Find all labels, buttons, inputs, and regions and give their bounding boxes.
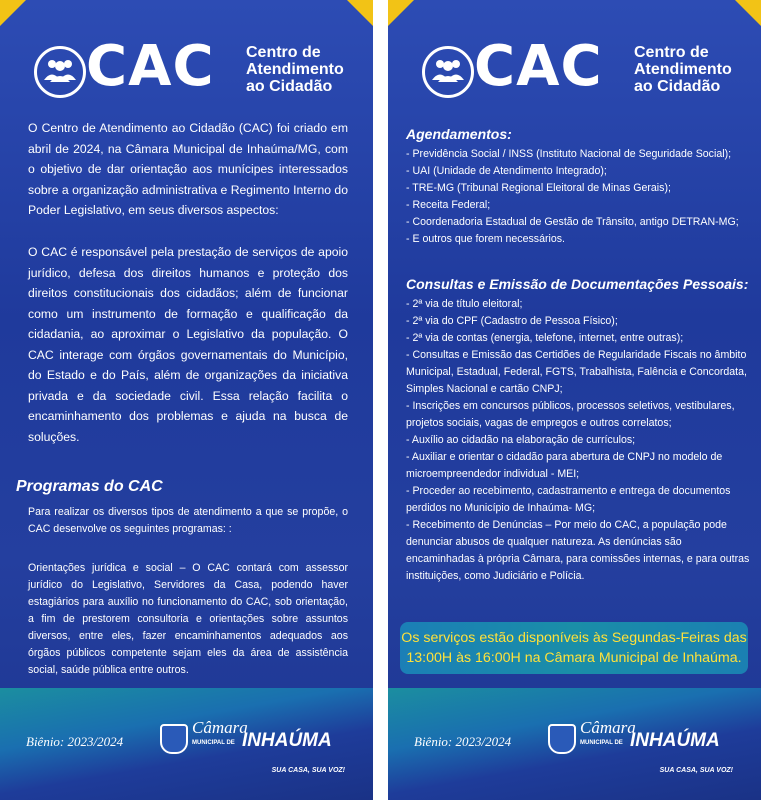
people-icon	[42, 56, 78, 86]
city-name: INHAÚMA	[630, 730, 720, 751]
list-item: - Proceder ao recebimento, cadastramento e entrega de documentos perdidos no Município de Inhaúma- MG;	[406, 485, 731, 514]
municipal-de-label: MUNICIPAL DE	[192, 740, 235, 746]
subtitle-line: ao Cidadão	[634, 78, 721, 95]
subtitle-line: Centro de	[246, 44, 321, 61]
camara-logo	[546, 720, 746, 760]
camara-word: Câmara	[192, 718, 248, 737]
corner-accent	[347, 0, 373, 26]
subtitle-line: ao Cidadão	[246, 78, 333, 95]
corner-accent	[388, 0, 414, 26]
camara-word: Câmara	[580, 718, 636, 737]
list-item: - Consultas e Emissão das Certidões de Regularidade Fiscais no âmbito Municipal, Estadual, Federal, FGTS, Trabalhista, Falência e Concordata, Simples Nacional e cartão CNPJ;	[406, 349, 747, 395]
intro-paragraph: O Centro de Atendimento ao Cidadão (CAC) foi criado em abril de 2024, na Câmara Municipal de Inhaúma/MG, com o objetivo de dar orientação aos munícipes interessados sobre a organização administrativa e Regimento Interno do Poder Legislativo, em seus diversos aspectos:	[28, 121, 348, 217]
responsibility-paragraph: O CAC é responsável pela prestação de serviços de apoio jurídico, defesa dos direitos humanos e proteção dos direitos constitucionais dos cidadãos; além de funcionar como um instrumento de formação e qualificação da cidadania, ao aproximar o Legislativo da população. O CAC interage com órgãos governamentais do Município, do Estado e do País, além de organizações da iniciativa privada e da sociedade civil. Essa relação facilita o encaminhamento dos problemas e ajuda na busca de soluções.	[28, 245, 348, 444]
list-item: - UAI (Unidade de Atendimento Integrado);	[406, 165, 607, 177]
list-item: - 2ª via do CPF (Cadastro de Pessoa Físico);	[406, 315, 618, 327]
programs-text: Orientações jurídica e social – O CAC contará com assessor jurídico do Legislativo, Servidores da Casa, podendo haver estagiários para auxílio no funcionamento do CAC, sob orientação, a fim de prestorem consultoria e orientações sobre assuntos diversos, entre eles, fazer encaminhamentos adequados aos órgãos públicos competente sejam eles da área de assistência social, saúde pública entre outros.	[28, 562, 348, 676]
slogan: SUA CASA, SUA VOZ!	[271, 767, 345, 774]
programs-heading: Programas do CAC	[16, 478, 163, 495]
programs-intro: Para realizar os diversos tipos de atendimento a que se propõe, o CAC desenvolve os seguintes programas: :	[28, 506, 348, 535]
people-icon	[430, 56, 466, 86]
subtitle-line: Centro de	[634, 44, 709, 61]
agendamentos-list	[406, 146, 751, 248]
list-item: - 2ª via de contas (energia, telefone, internet, entre outras);	[406, 332, 684, 344]
right-flyer-panel	[388, 0, 761, 800]
list-item: - Auxiliar e orientar o cidadão para abertura de CNPJ no modelo de microempreendedor individual - MEI;	[406, 451, 723, 480]
consultas-heading: Consultas e Emissão de Documentações Pessoais:	[406, 276, 749, 292]
notice-line: 13:00H às 16:00H na Câmara Municipal de Inhaúma.	[406, 650, 742, 666]
agendamentos-heading: Agendamentos:	[406, 126, 512, 142]
list-item: - Inscrições em concursos públicos, processos seletivos, vestibulares, projetos sociais, vagas de empregos e outros correlatos;	[406, 400, 735, 429]
subtitle-line: Atendimento	[634, 61, 732, 78]
bienio-label: Biênio: 2023/2024	[414, 734, 512, 749]
left-flyer-panel	[0, 0, 373, 800]
notice-line: Os serviços estão disponíveis às Segundas-Feiras das	[401, 630, 747, 646]
list-item: - Auxílio ao cidadão na elaboração de currículos;	[406, 434, 636, 446]
camara-logo	[158, 720, 358, 760]
coat-of-arms-icon	[548, 724, 576, 754]
corner-accent	[735, 0, 761, 26]
cac-title: CAC	[474, 34, 603, 99]
city-name: INHAÚMA	[242, 730, 332, 751]
list-item: - Recebimento de Denúncias – Por meio do CAC, a população pode denunciar abusos de qualquer natureza. As denúncias são encaminhadas à própria Câmara, para comissões internas, e para outras instituições, como Judiciário e Polícia.	[406, 519, 750, 582]
bienio-label: Biênio: 2023/2024	[26, 734, 124, 749]
list-item: - Previdência Social / INSS (Instituto Nacional de Seguridade Social);	[406, 148, 732, 160]
coat-of-arms-icon	[160, 724, 188, 754]
cac-logo-header	[0, 34, 373, 118]
corner-accent	[0, 0, 26, 26]
cac-title: CAC	[86, 34, 215, 99]
list-item: - 2ª via de título eleitoral;	[406, 298, 523, 310]
consultas-list	[406, 296, 751, 585]
municipal-de-label: MUNICIPAL DE	[580, 740, 623, 746]
subtitle-line: Atendimento	[246, 61, 344, 78]
schedule-notice	[400, 622, 748, 674]
cac-logo-header	[388, 34, 761, 118]
schedule-notice-text	[400, 628, 748, 668]
list-item: - Coordenadoria Estadual de Gestão de Trânsito, antigo DETRAN-MG;	[406, 216, 739, 228]
slogan: SUA CASA, SUA VOZ!	[659, 767, 733, 774]
cac-subtitle	[634, 44, 732, 95]
cac-subtitle	[246, 44, 344, 95]
list-item: - Receita Federal;	[406, 199, 491, 211]
list-item: - E outros que forem necessários.	[406, 233, 565, 245]
list-item: - TRE-MG (Tribunal Regional Eleitoral de Minas Gerais);	[406, 182, 671, 194]
